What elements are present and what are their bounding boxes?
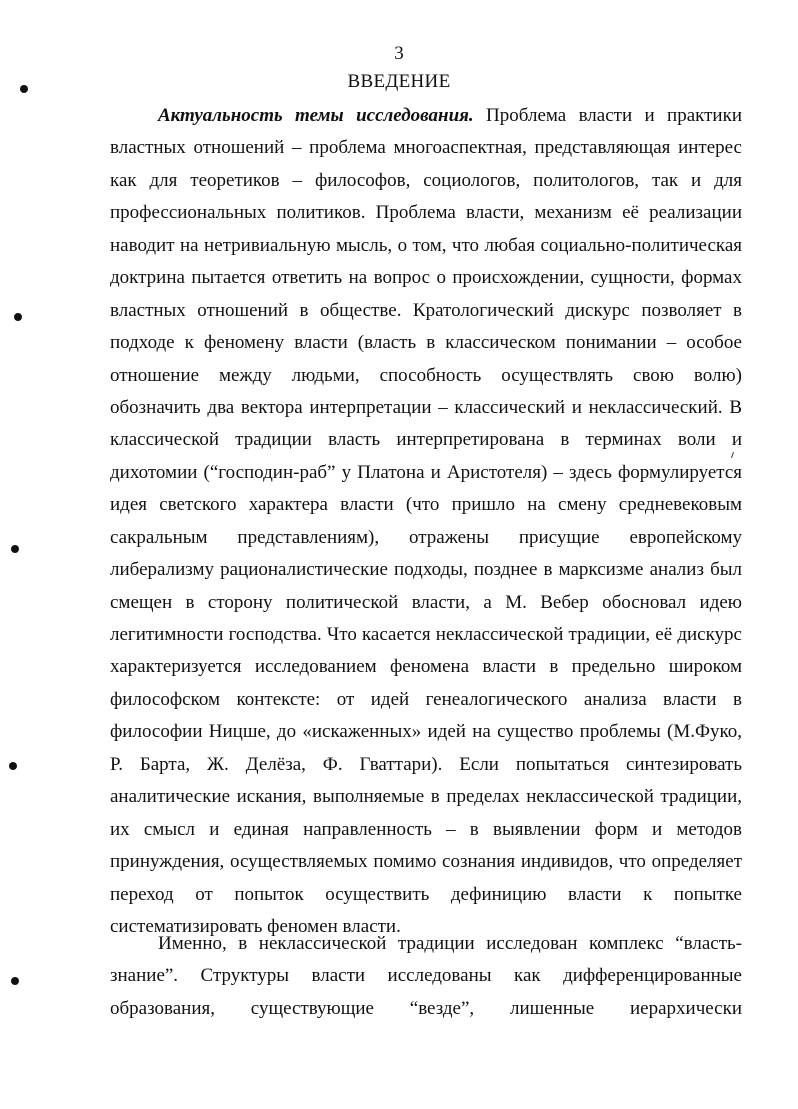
paragraph-2 [110, 928, 742, 1025]
paragraph-line: систематизировать феномен власти. [110, 915, 401, 937]
paragraph-lead: Актуальность темы исследования. [158, 105, 474, 126]
paragraph-line: наводит на нетривиальную мысль, о том, что любая социально-политическая [110, 234, 742, 256]
paragraph-line: характеризуется исследованием феномена власти в предельно широком [110, 656, 742, 678]
paragraph-line: как для теоретиков – философов, социологов, политологов, так и для [110, 169, 742, 191]
paragraph-line: идея светского характера власти (что пришло на смену средневековым [110, 494, 742, 516]
paragraph-line: классической традиции власть интерпретирована в терминах воли и [110, 429, 742, 451]
paragraph-line: философии Ницше, до «искаженных» идей на существо проблемы (М.Фуко, [110, 721, 742, 743]
paragraph-line: Именно, в неклассической традиции исследован комплекс “власть- [158, 933, 742, 954]
page-number: 3 [394, 43, 404, 64]
paragraph-line: знание”. Структуры власти исследованы как дифференцированные [110, 965, 742, 987]
paragraph-line: принуждения, осуществляемых помимо сознания индивидов, что определяет [110, 851, 742, 873]
paragraph-line-text: Проблема власти и практики [473, 105, 742, 126]
paragraph-line: отношение между людьми, способность осуществлять свою волю) [110, 364, 742, 386]
paragraph-line: доктрина пытается ответить на вопрос о происхождении, сущности, формах [110, 267, 742, 289]
binding-hole-dot [11, 545, 19, 553]
paragraph-line: властных отношений – проблема многоаспектная, представляющая интерес [110, 137, 742, 159]
paragraph-line: переход от попыток осуществить дефиницию власти к попытке [110, 883, 742, 905]
binding-hole-dot [9, 762, 17, 770]
binding-hole-dot [20, 85, 28, 93]
binding-hole-dot [11, 977, 19, 985]
paragraph-line: философском контексте: от идей генеалогического анализа власти в [110, 688, 742, 710]
paragraph-line: подходе к феномену власти (власть в классическом понимании – особое [110, 332, 742, 354]
paragraph-1 [110, 100, 742, 943]
paragraph-line: образования, существующие “везде”, лишенные иерархически [110, 997, 742, 1019]
paragraph-line: профессиональных политиков. Проблема власти, механизм её реализации [110, 202, 742, 224]
paragraph-line [110, 100, 742, 132]
paragraph-line: аналитические искания, выполняемые в пределах неклассической традиции, [110, 786, 742, 808]
paragraph-line: обозначить два вектора интерпретации – классический и неклассический. В [110, 396, 742, 418]
paragraph-line: легитимности господства. Что касается неклассической традиции, её дискурс [110, 624, 742, 645]
paragraph-line: Р. Барта, Ж. Делёза, Ф. Гваттари). Если попытаться синтезировать [110, 753, 742, 775]
paragraph-line: властных отношений в обществе. Кратологический дискурс позволяет в [110, 299, 742, 321]
paragraph-line: дихотомии (“господин-раб” у Платона и Аристотеля) – здесь формулируется [110, 461, 742, 483]
page-heading: ВВЕДЕНИЕ [347, 71, 451, 92]
paragraph-line: смещен в сторону политической власти, а М. Вебер обосновал идею [110, 591, 742, 613]
binding-hole-dot [14, 313, 22, 321]
paragraph-line: сакральным представлениям), отражены присущие европейскому [110, 526, 742, 548]
paragraph-line: их смысл и единая направленность – в выявлении форм и методов [110, 818, 742, 840]
paragraph-line: либерализму рационалистические подходы, позднее в марксизме анализ был [110, 559, 742, 581]
